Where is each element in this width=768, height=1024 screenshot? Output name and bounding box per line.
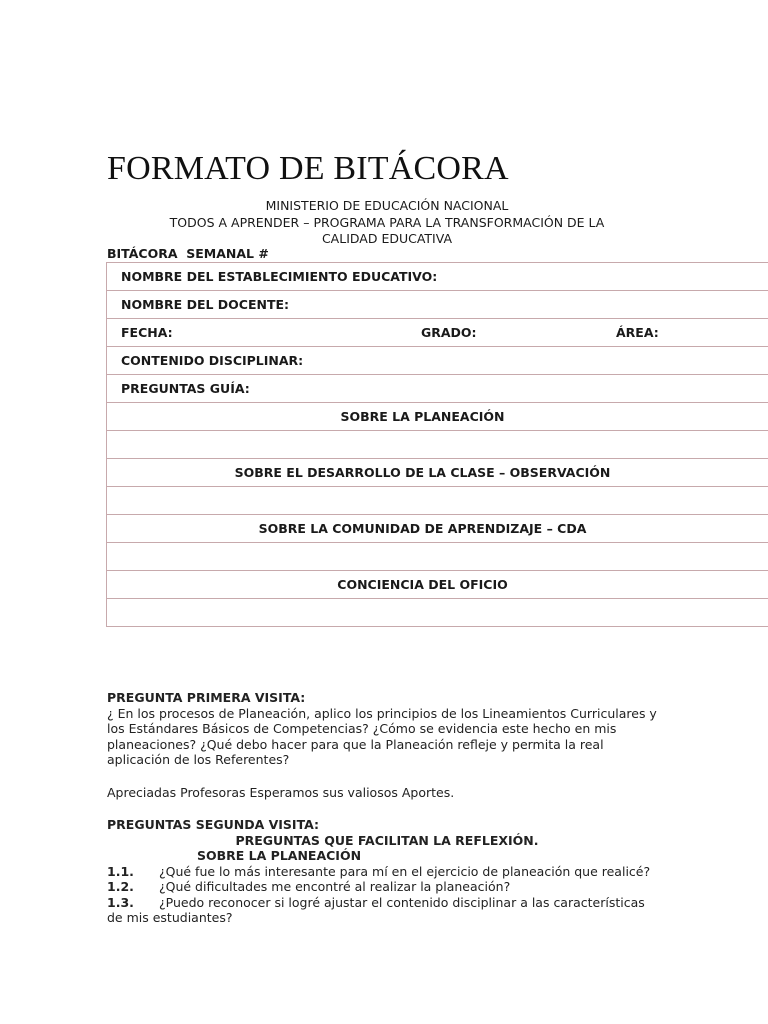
planning-section-heading: SOBRE LA PLANEACIÓN: [197, 848, 362, 863]
list-item: [107, 864, 667, 880]
blank-row: [107, 431, 768, 459]
item-number: 1.3.: [107, 894, 134, 910]
list-item-cont: de mis estudiantes?: [107, 910, 233, 925]
item-number: 1.2.: [107, 879, 134, 894]
first-visit-line: los Estándares Básicos de Competencias? ¿Cómo se evidencia este hecho en mis: [107, 721, 617, 736]
teacher-field: NOMBRE DEL DOCENTE:: [107, 291, 768, 319]
date-field: FECHA:: [121, 325, 173, 340]
date-grade-area-row: [107, 319, 768, 347]
document-header: [107, 198, 667, 248]
first-visit-line: aplicación de los Referentes?: [107, 752, 290, 767]
item-number: 1.1.: [107, 863, 134, 879]
table-row: [107, 487, 768, 515]
blank-row: [107, 487, 768, 515]
log-table: [106, 262, 768, 627]
table-row: [107, 403, 768, 431]
document-title: FORMATO DE BITÁCORA: [107, 150, 509, 187]
section-learning-community: SOBRE LA COMUNIDAD DE APRENDIZAJE – CDA: [107, 515, 768, 543]
item-text: ¿Qué dificultades me encontré al realizar la planeación?: [159, 879, 511, 894]
table-row: [107, 375, 768, 403]
table-row: [107, 543, 768, 571]
blank-row: [107, 599, 768, 627]
reflection-subheading: PREGUNTAS QUE FACILITAN LA REFLEXIÓN.: [235, 832, 539, 848]
note-text: Apreciadas Profesoras Esperamos sus valiosos Aportes.: [107, 784, 455, 800]
table-row: [107, 571, 768, 599]
table-row: [107, 263, 768, 291]
questions-body: [107, 690, 667, 926]
establishment-field: NOMBRE DEL ESTABLECIMIENTO EDUCATIVO:: [107, 263, 768, 291]
table-row: [107, 599, 768, 627]
list-item: [107, 895, 667, 911]
section-class-development: SOBRE EL DESARROLLO DE LA CLASE – OBSERVACIÓN: [107, 459, 768, 487]
table-row: [107, 291, 768, 319]
grade-field: GRADO:: [421, 325, 477, 340]
section-craft-awareness: CONCIENCIA DEL OFICIO: [107, 571, 768, 599]
header-ministry: MINISTERIO DE EDUCACIÓN NACIONAL: [265, 198, 509, 213]
content-field: CONTENIDO DISCIPLINAR:: [107, 347, 768, 375]
item-text: ¿Qué fue lo más interesante para mí en el ejercicio de planeación que realicé?: [159, 863, 651, 879]
table-row: [107, 319, 768, 347]
guide-questions-field: PREGUNTAS GUÍA:: [107, 375, 768, 403]
first-visit-line: planeaciones? ¿Qué debo hacer para que la Planeación refleje y permita la real: [107, 736, 604, 752]
week-label: BITÁCORA SEMANAL #: [107, 246, 269, 261]
area-field: ÁREA:: [616, 325, 659, 340]
item-text: ¿Puedo reconocer si logré ajustar el contenido disciplinar a las características: [159, 894, 645, 910]
blank-row: [107, 543, 768, 571]
header-program: TODOS A APRENDER – PROGRAMA PARA LA TRANSFORMACIÓN DE LA: [169, 214, 605, 230]
section-planning: SOBRE LA PLANEACIÓN: [107, 403, 768, 431]
list-item: [107, 879, 667, 895]
first-visit-line: ¿ En los procesos de Planeación, aplico los principios de los Lineamientos Curriculares y: [107, 705, 657, 721]
table-row: [107, 515, 768, 543]
table-row: [107, 459, 768, 487]
table-row: [107, 347, 768, 375]
first-visit-heading: PREGUNTA PRIMERA VISITA:: [107, 690, 306, 705]
table-row: [107, 431, 768, 459]
second-visit-heading: PREGUNTAS SEGUNDA VISITA:: [107, 817, 320, 832]
header-program-cont: CALIDAD EDUCATIVA: [321, 231, 453, 246]
